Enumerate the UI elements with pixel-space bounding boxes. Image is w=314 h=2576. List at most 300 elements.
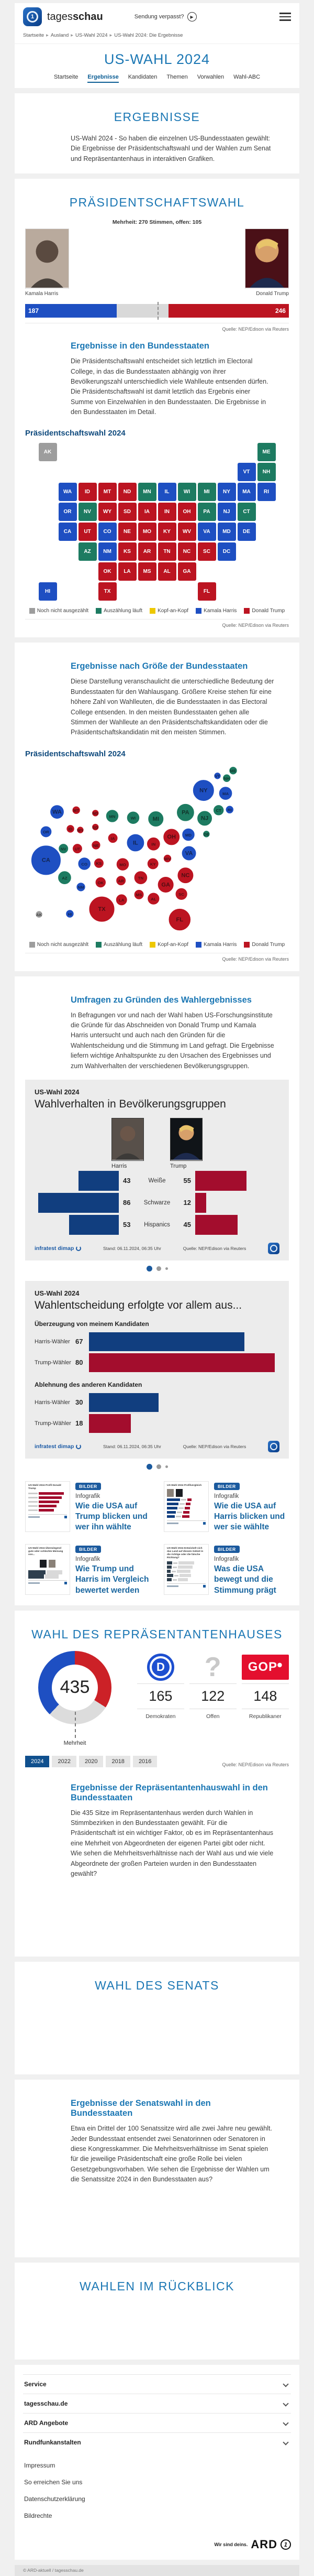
state-bubble-label-VA: VA <box>185 850 193 856</box>
state-tile-WY[interactable]: WY <box>98 503 117 521</box>
footer-link-impressum[interactable]: Impressum <box>24 2461 55 2469</box>
chart-title: Wahlverhalten in Bevölkerungsgruppen <box>35 1097 226 1110</box>
year-tab-2016[interactable]: 2016 <box>133 1756 157 1767</box>
breadcrumb-separator-icon: ▸ <box>71 32 74 38</box>
legend-label: Noch nicht ausgezählt <box>37 941 89 948</box>
carousel-dot-3[interactable] <box>165 1465 168 1468</box>
thumb-bar-row <box>28 1575 67 1578</box>
harris-bar <box>89 1332 244 1351</box>
state-bubble-label-OH: OH <box>167 833 176 840</box>
state-tile-MO[interactable]: MO <box>138 523 156 541</box>
thumb-bar-row <box>167 1574 206 1577</box>
voter-label: Harris-Wähler <box>35 1338 70 1345</box>
motivation-row <box>35 1353 279 1373</box>
state-tile-FL[interactable]: FL <box>198 582 216 601</box>
bubble-card <box>15 643 299 971</box>
trump-bar-zone <box>195 1214 279 1235</box>
footer-accordion-ard-angebote[interactable] <box>23 2413 291 2432</box>
trump-bar-segment: 246 <box>169 304 289 318</box>
legend-item <box>196 942 237 948</box>
demographics-row <box>35 1170 279 1191</box>
state-tile-NY[interactable]: NY <box>218 483 236 501</box>
majority-marker <box>158 302 159 320</box>
legend-swatch-counting <box>96 608 102 614</box>
category-label: Hispanics <box>144 1221 170 1228</box>
missed-broadcast-label: Sendung verpasst? <box>134 14 184 20</box>
thumb-bar-row <box>167 1507 206 1510</box>
trump-small-photo <box>170 1118 203 1161</box>
state-tile-VT[interactable]: VT <box>238 463 256 481</box>
chart-kicker: US-Wahl 2024 <box>35 1088 80 1096</box>
harris-small-label: Harris <box>111 1162 127 1169</box>
state-tile-SC[interactable]: SC <box>198 542 216 561</box>
accordion-label: Rundfunkanstalten <box>24 2438 81 2446</box>
state-tile-WA[interactable]: WA <box>59 483 77 501</box>
state-bubble-label-TX: TX <box>98 906 106 912</box>
us-states-bubble-cartogram[interactable] <box>26 764 288 938</box>
source-label: Quelle: NEP/Edison via Reuters <box>222 1762 289 1767</box>
harris-bar-zone <box>35 1170 119 1191</box>
state-tile-GA[interactable]: GA <box>178 562 196 581</box>
play-icon[interactable]: ▶ <box>187 12 197 21</box>
state-tile-DE[interactable]: DE <box>238 523 256 541</box>
house-donut-block <box>25 1651 125 1746</box>
trump-value: 45 <box>183 1221 191 1229</box>
state-bubble-label-WI: WI <box>130 816 136 821</box>
state-tile-OH[interactable]: OH <box>178 503 196 521</box>
state-tile-DC[interactable]: DC <box>218 542 236 561</box>
teaser-item-1[interactable] <box>25 1481 150 1532</box>
senate-results-text: Etwa ein Drittel der 100 Senatssitze wird alle zwei Jahre neu gewählt. Jeder Bundesstaat entsendet zwei Senatorinnen oder Senatoren in diese Kongresskammer. Die Mehrheitsverhältnisse im Senat spielen für die jeweilige Präsidentschaft eine große Rolle bei vielen Gesetzgebungsvorhaben. Wie sehen die Ergebnisse der Wahlen um die Senatssitze 2024 in den Bundesstaaten aus? <box>71 2125 272 2183</box>
state-bubble-label-AR: AR <box>118 878 124 884</box>
legend-item <box>96 942 142 948</box>
tab-wahl-abc[interactable]: Wahl-ABC <box>233 74 261 80</box>
state-tile-OR[interactable]: OR <box>59 503 77 521</box>
teaser-item-4[interactable] <box>164 1544 289 1595</box>
tagesschau-logo-icon[interactable] <box>23 7 42 26</box>
carousel-dot-3[interactable] <box>165 1267 168 1270</box>
chart-kicker: US-Wahl 2024 <box>35 1289 80 1297</box>
teaser-title[interactable]: Wie die USA auf Trump blicken und wer ihn wählte <box>75 1501 148 1532</box>
harris-caption: Kamala Harris <box>25 291 59 297</box>
motivation-row <box>35 1414 279 1433</box>
harris-small-photo <box>111 1118 144 1161</box>
harris-bar <box>89 1393 159 1412</box>
thumb-title: US-Wahl 2024 Profilvergleich <box>167 1484 202 1487</box>
teaser-title[interactable]: Wie die USA auf Harris blicken und wer sie wählte <box>214 1501 285 1532</box>
state-tile-IA[interactable]: IA <box>138 503 156 521</box>
stand-label: Stand: 06.11.2024, 06:35 Uhr <box>103 1245 161 1251</box>
state-tile-TX[interactable]: TX <box>98 582 117 601</box>
majority-label: Mehrheit <box>63 1740 86 1746</box>
gop-logo-icon: GOP⬤ <box>242 1655 289 1680</box>
legend-swatch-trump <box>244 608 250 614</box>
trump-bar <box>195 1171 246 1191</box>
majority-dashed-line <box>75 1712 76 1738</box>
thumb-bar-row <box>28 1496 67 1499</box>
state-tile-AR[interactable]: AR <box>138 542 156 561</box>
carousel-dot-1[interactable] <box>147 1464 152 1470</box>
teaser-title[interactable]: Was die USA bewegt und die Stimmung prägt <box>214 1564 276 1595</box>
state-tile-AL[interactable]: AL <box>158 562 176 581</box>
teaser-thumbnail <box>164 1481 209 1532</box>
value-label: 18 <box>75 1419 83 1428</box>
voter-label: Harris-Wähler <box>35 1399 70 1406</box>
state-bubble-label-OR: OR <box>43 829 49 834</box>
party-column-demokraten <box>137 1651 184 1720</box>
chevron-down-icon <box>283 2381 288 2387</box>
demographics-row <box>35 1214 279 1235</box>
state-bubble-label-MI: MI <box>152 816 159 822</box>
state-tile-MI[interactable]: MI <box>198 483 216 501</box>
legend-label: Auszählung läuft <box>104 608 143 614</box>
ergebnisse-text: US-Wahl 2024 - So haben die einzelnen US-Bundesstaaten gewählt: Die Ergebnisse der Präsidentschaftswahl und der Wahlen zum Senat und Repräsentantenhaus in interaktiven Grafiken. <box>71 135 271 162</box>
chevron-down-icon <box>283 2439 288 2445</box>
house-party-columns <box>137 1651 289 1720</box>
trump-value: 55 <box>183 1177 191 1185</box>
state-tile-SD[interactable]: SD <box>118 503 137 521</box>
majority-note: Mehrheit: 270 Stimmen, offen: 105 <box>112 219 202 226</box>
legend-item <box>96 608 142 614</box>
state-tile-HI[interactable]: HI <box>39 582 57 601</box>
state-tile-KY[interactable]: KY <box>158 523 176 541</box>
value-label: 30 <box>75 1398 83 1407</box>
state-tile-AK[interactable]: AK <box>39 443 57 461</box>
state-tile-MA[interactable]: MA <box>238 483 256 501</box>
teaser-item-3[interactable] <box>25 1544 150 1595</box>
state-tile-NJ[interactable]: NJ <box>218 503 236 521</box>
state-bubble-label-IA: IA <box>110 836 115 841</box>
group-label: Ablehnung des anderen Kandidaten <box>35 1381 142 1388</box>
state-bubble-label-NE: NE <box>93 843 99 848</box>
state-bubble-label-MO: MO <box>119 862 126 867</box>
year-tab-2020[interactable]: 2020 <box>79 1756 103 1767</box>
senate-results-card <box>15 2080 299 2257</box>
harris-bar <box>38 1193 119 1213</box>
state-tile-AZ[interactable]: AZ <box>78 542 97 561</box>
harris-value: 86 <box>123 1199 131 1207</box>
source-label: Quelle: NEP/Edison via Reuters <box>183 1245 246 1251</box>
ard-one-icon: 1 <box>279 2538 292 2551</box>
breadcrumb-item[interactable]: US-Wahl 2024 <box>75 32 108 38</box>
seat-count: 122 <box>189 1683 237 1709</box>
thumb-footer <box>28 1514 67 1518</box>
thumb-bar-row <box>28 1501 67 1504</box>
legend-label: Noch nicht ausgezählt <box>37 608 89 614</box>
breadcrumb-item[interactable]: US-Wahl 2024: Die Ergebnisse <box>114 32 183 38</box>
state-bubble-label-ME: ME <box>230 768 237 774</box>
thumb-footer <box>28 1580 67 1584</box>
house-seats-donut-chart[interactable] <box>38 1651 111 1724</box>
missed-broadcast-link[interactable] <box>134 12 197 21</box>
teaser-title[interactable]: Wie Trump und Harris im Vergleich bewertet werden <box>75 1564 149 1595</box>
state-tile-WV[interactable]: WV <box>178 523 196 541</box>
states-heading: Ergebnisse in den Bundesstaaten <box>71 341 209 351</box>
chevron-down-icon <box>283 2400 288 2406</box>
state-bubble-label-MD: MD <box>185 832 192 838</box>
legend-label: Donald Trump <box>252 941 285 948</box>
state-tile-IN[interactable]: IN <box>158 503 176 521</box>
motivation-chart-card <box>25 1281 289 1459</box>
harris-thumb-block <box>111 1118 144 1169</box>
thumb-bar-row <box>167 1570 206 1573</box>
state-tile-RI[interactable]: RI <box>257 483 276 501</box>
ergebnisse-title: ERGEBNISSE <box>114 110 200 124</box>
state-tile-KS[interactable]: KS <box>118 542 137 561</box>
state-bubble-label-WV: WV <box>164 856 171 861</box>
state-tile-WI[interactable]: WI <box>178 483 196 501</box>
legend-swatch-none <box>29 608 35 614</box>
state-bubble-label-CT: CT <box>216 808 221 813</box>
legend-swatch-counting <box>96 942 102 948</box>
footer-accordions <box>23 2374 291 2452</box>
trump-small-label: Trump <box>170 1162 187 1169</box>
thumb-footer <box>167 1520 206 1525</box>
tab-themen[interactable]: Themen <box>166 74 188 80</box>
map-chart-label: Präsidentschaftswahl 2024 <box>25 429 126 438</box>
value-label: 67 <box>75 1338 83 1346</box>
map-legend <box>25 942 289 948</box>
bubble-chart-label: Präsidentschaftswahl 2024 <box>25 749 126 758</box>
state-tile-MD[interactable]: MD <box>218 523 236 541</box>
trump-bar <box>195 1215 238 1235</box>
footer-accordion-tagesschau-de[interactable] <box>23 2394 291 2413</box>
umfragen-heading: Umfragen zu Gründen des Wahlergebnisses <box>71 995 252 1005</box>
carousel-dot-2[interactable] <box>156 1464 161 1469</box>
legend-label: Donald Trump <box>252 608 285 614</box>
value-label: 80 <box>75 1358 83 1367</box>
tab-kandidaten[interactable]: Kandidaten <box>128 74 158 80</box>
thumb-bar-row <box>28 1571 67 1574</box>
state-bubble-label-NM: NM <box>77 885 84 890</box>
hamburger-menu-icon[interactable] <box>279 13 291 21</box>
legend-item <box>29 942 88 948</box>
thumb-bar-row <box>167 1515 206 1518</box>
copyright-bar: © ARD-aktuell / tagesschau.de <box>15 2565 299 2576</box>
state-tile-TN[interactable]: TN <box>158 542 176 561</box>
state-tile-ME[interactable]: ME <box>257 443 276 461</box>
legend-label: Kamala Harris <box>204 608 237 614</box>
state-tile-NC[interactable]: NC <box>178 542 196 561</box>
footer-accordion-service[interactable] <box>23 2374 291 2394</box>
party-column-republikaner <box>242 1651 289 1720</box>
legend-swatch-tossup <box>150 608 155 614</box>
state-tile-UT[interactable]: UT <box>78 523 97 541</box>
legend-item <box>244 942 285 948</box>
senate-title-card <box>15 1962 299 2074</box>
state-bubble-label-NJ: NJ <box>200 815 209 822</box>
teaser-info <box>214 1544 289 1595</box>
footer-card <box>15 2365 299 2560</box>
carousel-dot-2[interactable] <box>156 1266 161 1271</box>
state-bubble-label-NV: NV <box>60 846 66 852</box>
bilder-badge: BILDER <box>75 1483 101 1490</box>
state-bubble-label-FL: FL <box>176 916 184 923</box>
state-tile-NH[interactable]: NH <box>257 463 276 481</box>
gop-logo <box>242 1651 289 1683</box>
state-bubble-label-MS: MS <box>136 892 142 897</box>
harris-photo-block <box>25 229 69 297</box>
state-tile-LA[interactable]: LA <box>118 562 137 581</box>
thumb-bar-row <box>167 1498 206 1502</box>
state-bubble-label-MA: MA <box>222 791 229 796</box>
demographics-chart-card <box>25 1080 289 1260</box>
year-tab-2022[interactable]: 2022 <box>52 1756 76 1767</box>
president-card <box>15 179 299 637</box>
tab-startseite[interactable]: Startseite <box>53 74 78 80</box>
state-bubble-label-AK: AK <box>36 912 42 917</box>
accordion-label: Service <box>24 2380 47 2388</box>
legend-swatch-harris <box>196 608 201 614</box>
party-label: Demokraten <box>145 1713 176 1720</box>
state-tile-MS[interactable]: MS <box>138 562 156 581</box>
legend-item <box>150 942 188 948</box>
state-bubble-label-UT: UT <box>74 846 81 852</box>
breadcrumb-item[interactable]: Ausland <box>50 32 69 38</box>
teaser-thumbnail <box>164 1544 209 1595</box>
legend-label: Auszählung läuft <box>104 941 143 948</box>
harris-bar-segment: 187 <box>25 304 117 318</box>
footer-links <box>23 2457 291 2524</box>
umfragen-card <box>15 976 299 1605</box>
teaser-kind: Infografik <box>75 1556 100 1563</box>
demographics-row <box>35 1192 279 1213</box>
state-bubble-label-NY: NY <box>199 787 208 794</box>
senate-title: WAHL DES SENATS <box>95 1979 219 1993</box>
state-tile-ND[interactable]: ND <box>118 483 137 501</box>
state-tile-PA[interactable]: PA <box>198 503 216 521</box>
trump-caption: Donald Trump <box>256 291 289 297</box>
year-tab-2018[interactable]: 2018 <box>106 1756 130 1767</box>
thumb-bar-row <box>28 1505 67 1508</box>
motivation-row <box>35 1393 279 1412</box>
year-tab-2024[interactable]: 2024 <box>25 1756 49 1767</box>
thumb-footer <box>167 1583 206 1588</box>
legend-label: Kopf-an-Kopf <box>158 941 189 948</box>
teaser-item-2[interactable] <box>164 1481 289 1532</box>
seat-count: 148 <box>242 1683 289 1709</box>
ergebnisse-card <box>15 93 299 173</box>
footer-accordion-rundfunkanstalten[interactable] <box>23 2432 291 2452</box>
state-tile-CT[interactable]: CT <box>238 503 256 521</box>
state-tile-MN[interactable]: MN <box>138 483 156 501</box>
legend-label: Kopf-an-Kopf <box>158 608 189 614</box>
democrats-d-icon: D <box>147 1654 174 1681</box>
chevron-down-icon <box>283 2420 288 2426</box>
legend-label: Kamala Harris <box>204 941 237 948</box>
trump-bar <box>89 1353 275 1372</box>
bilder-badge: BILDER <box>214 1483 240 1490</box>
thumb-bar-row <box>28 1509 67 1512</box>
legend-swatch-harris <box>196 942 201 948</box>
bilder-badge: BILDER <box>75 1546 101 1553</box>
group-label: Überzeugung von meinem Kandidaten <box>35 1320 149 1328</box>
state-tile-VA[interactable]: VA <box>198 523 216 541</box>
trump-bar-zone <box>195 1170 279 1191</box>
state-tile-NE[interactable]: NE <box>118 523 137 541</box>
teaser-info <box>75 1544 150 1595</box>
state-bubble-label-LA: LA <box>119 897 125 903</box>
president-title: PRÄSIDENTSCHAFTSWAHL <box>69 195 245 210</box>
state-bubble-label-MN: MN <box>109 813 116 819</box>
chart-title: Wahlentscheidung erfolgte vor allem aus... <box>35 1299 242 1311</box>
state-bubble-label-PA: PA <box>182 809 189 816</box>
retrospective-card <box>15 2263 299 2360</box>
party-label: Offen <box>206 1713 220 1720</box>
category-label: Weiße <box>148 1177 166 1184</box>
state-tile-ID[interactable]: ID <box>78 483 97 501</box>
carousel-dot-1[interactable] <box>147 1266 152 1271</box>
footer-link-so-erreichen-sie-uns[interactable]: So erreichen Sie uns <box>24 2478 83 2486</box>
state-bubble-label-VT: VT <box>215 774 220 779</box>
state-tile-MT[interactable]: MT <box>98 483 117 501</box>
thumb-ard-icon <box>64 1516 67 1518</box>
infratest-dimap-logo: infratest dimap <box>35 1443 81 1450</box>
total-seats: 435 <box>52 1665 98 1711</box>
electoral-college-bar[interactable] <box>25 304 289 318</box>
party-label: Republikaner <box>249 1713 282 1720</box>
seat-count: 165 <box>137 1683 184 1709</box>
ard-brand-block <box>23 2538 291 2551</box>
state-bubble-label-WA: WA <box>52 809 62 816</box>
us-states-choropleth-map[interactable] <box>25 443 289 601</box>
state-tile-CA[interactable]: CA <box>59 523 77 541</box>
state-tile-CO[interactable]: CO <box>98 523 117 541</box>
party-column-offen <box>189 1651 237 1720</box>
state-bubble-label-SC: SC <box>178 892 185 897</box>
state-bubble-label-AL: AL <box>151 896 156 901</box>
tab-ergebnisse[interactable]: Ergebnisse <box>87 74 118 83</box>
footer-link-datenschutzerkl-rung[interactable]: Datenschutzerklärung <box>24 2495 85 2503</box>
state-tile-NM[interactable]: NM <box>98 542 117 561</box>
state-bubble-label-KY: KY <box>150 861 156 866</box>
state-bubble-label-AZ: AZ <box>62 875 68 881</box>
tab-vorwahlen[interactable]: Vorwahlen <box>197 74 225 80</box>
breadcrumb-item[interactable]: Startseite <box>23 32 44 38</box>
category-label: Schwarze <box>143 1199 171 1206</box>
house-results-heading: Ergebnisse der Repräsentantenhauswahl in den Bundesstaaten <box>71 1782 268 1802</box>
state-tile-IL[interactable]: IL <box>158 483 176 501</box>
state-bubble-label-KS: KS <box>96 861 102 866</box>
retrospective-title: WAHLEN IM RÜCKBLICK <box>79 2279 235 2293</box>
state-tile-NV[interactable]: NV <box>78 503 97 521</box>
harris-value: 43 <box>123 1177 131 1185</box>
carousel-dots <box>25 1266 289 1271</box>
state-bubble-label-SD: SD <box>92 824 98 830</box>
tagesschau-wordmark[interactable]: tagesschau <box>47 10 103 23</box>
size-heading: Ergebnisse nach Größe der Bundesstaaten <box>71 661 248 671</box>
legend-swatch-none <box>29 942 35 948</box>
state-bubble-label-ND: ND <box>92 811 98 816</box>
state-tile-OK[interactable]: OK <box>98 562 117 581</box>
teaser-kind: Infografik <box>214 1493 239 1499</box>
trump-value: 12 <box>183 1199 191 1207</box>
question-mark-icon: ? <box>204 1651 221 1682</box>
teaser-info <box>75 1481 150 1532</box>
teaser-kind: Infografik <box>75 1493 100 1499</box>
house-card <box>15 1611 299 1957</box>
thumb-bar-row <box>28 1492 67 1495</box>
state-bubble-label-DE: DE <box>203 832 209 837</box>
footer-link-bildrechte[interactable]: Bildrechte <box>24 2512 52 2519</box>
ard-logo-icon <box>268 1243 279 1254</box>
voter-label: Trump-Wähler <box>35 1420 71 1427</box>
trump-photo-block <box>245 229 289 297</box>
motivation-row <box>35 1332 279 1352</box>
stand-label: Stand: 06.11.2024, 06:35 Uhr <box>103 1443 161 1449</box>
thumb-photos <box>167 1489 206 1497</box>
ard-slogan: Wir sind deins. <box>214 2541 248 2547</box>
